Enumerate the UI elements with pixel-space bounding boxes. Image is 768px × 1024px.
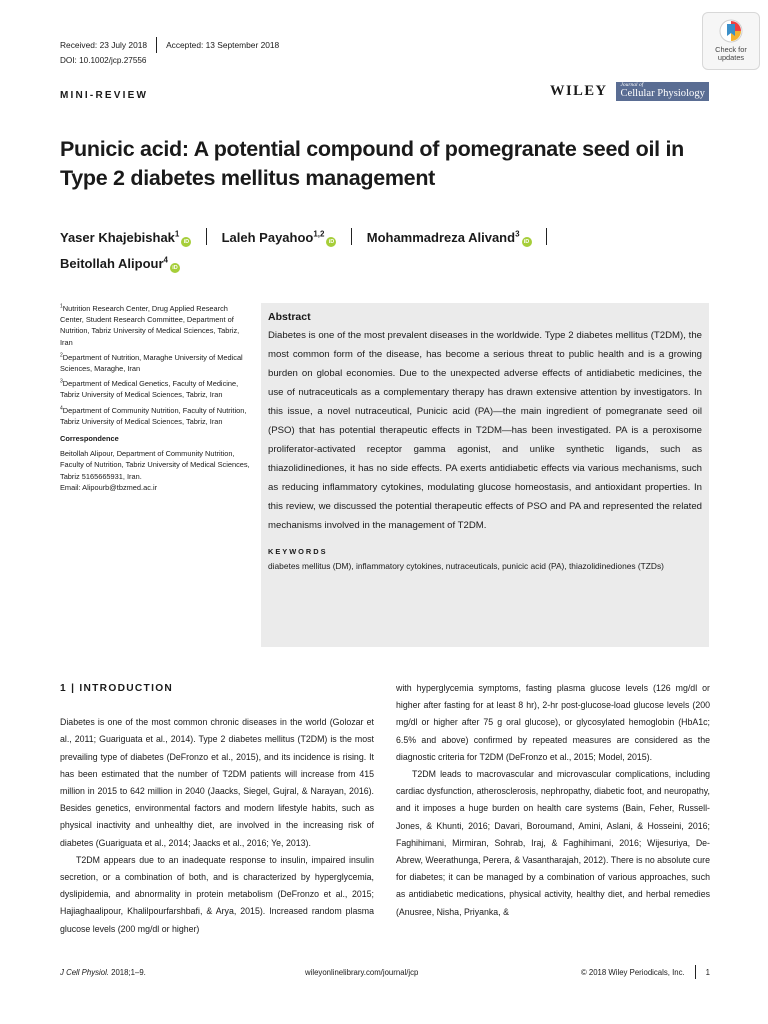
wiley-logo: WILEY (550, 83, 608, 100)
journal-logo: Journal of Cellular Physiology (616, 82, 708, 101)
body-paragraph: T2DM leads to macrovascular and microvascular complications, including cardiac dysfunction, atherosclerosis, nephropathy, diabetic foot, and neuropathy, and it imposes a huge burden on health care systems (Bain, Feher, Russell-Jones, & Khunti, 2016; Davari, Boroumand, Amini, Aslani, & Hosseini, 2016; Faghihimani, Mirmiran, Sohrab, Iraj, & Faghihimani, 2016; Wijesuriya, De-Abrew, Weerathunga, Perera, & Vasantharajah, 2012). There is no absolute cure for diabetes; it can be managed by a combination of various approaches, such as antidiabetic medications, physical activity, healthy diet, and herbal remedies (Anusree, Nisha, Priyanka, & (396, 769, 710, 917)
divider (695, 965, 696, 979)
author-list (60, 225, 700, 277)
keywords-text: diabetes mellitus (DM), inflammatory cytokines, nutraceuticals, punicic acid (PA), thiazolidinediones (TZDs) (268, 561, 664, 571)
abstract-heading: Abstract (268, 311, 311, 323)
copyright: © 2018 Wiley Periodicals, Inc. (580, 967, 685, 977)
section-heading: 1 | INTRODUCTION (60, 683, 174, 694)
check-for-updates-badge[interactable] (702, 12, 760, 70)
doi-link[interactable]: DOI: 10.1002/jcp.27556 (60, 56, 147, 65)
email-link[interactable]: Email: Alipourb@tbzmed.ac.ir (60, 482, 158, 492)
body-paragraph: T2DM appears due to an inadequate response to insulin, impaired insulin secretion, or a combination of both, and is characterized by hyperglycemia, dyslipidemia, and abnormality in protein metabolism (DeFronzo et al., 2015; Hajiaghaalipour, Khalilpourfarshbafi, & Arya, 2015). Increased random plasma glucose levels (200 mg/dl or higher) (60, 854, 374, 934)
orcid-icon[interactable]: iD (326, 237, 336, 247)
affiliations (60, 303, 250, 493)
author-name[interactable]: Beitollah Alipour$^4$ (60, 255, 168, 271)
body-column-left (60, 680, 374, 938)
divider (206, 228, 207, 245)
body-column-right (396, 680, 710, 921)
divider (351, 228, 352, 245)
body-paragraph: Diabetes is one of the most common chronic diseases in the world (Golozar et al., 2011; Guariguata et al., 2014). Type 2 diabetes mellitus (T2DM) is the most prevailing type of diabetes (DeFronzo et al., 2015), and its incidence is rising. It has been estimated that the number of T2DM patients will increase from 415 million in 2015 to 642 million in 2040 (Jaacks, Siegel, Gujral, & Narayan, 2016). Besides genetics, environmental factors and modern lifestyle habits, such as physical inactivity and unhealthy diet, are involved in the increasing risk of diabetes (Guariguata et al., 2014; Jaacks et al., 2016; Ye, 2013). (60, 717, 374, 848)
affiliation: $^2$Department of Nutrition, Maraghe University of Medical Sciences, Maraghe, Iran (60, 352, 243, 374)
article-dates (60, 37, 279, 53)
author-name[interactable]: Yaser Khajebishak$^1$ (60, 229, 180, 245)
publisher-logos (550, 82, 709, 101)
received-date: Received: 23 July 2018 (60, 40, 148, 50)
journal-citation: J Cell Physiol. 2018;1–9. (60, 967, 146, 977)
accepted-date: Accepted: 13 September 2018 (166, 40, 280, 50)
body-paragraph: with hyperglycemia symptoms, fasting plasma glucose levels (126 mg/dl or higher after fasting for at least 8 hr), 2-hr post-glucose-load glucose levels (200 mg/dl or higher after 75 g oral glucose), or glycosylated hemoglobin (HbA1c; 6.5% and above) confirmed by repeated measures are considered as the diagnostic criteria for T2DM (DeFronzo et al., 2015; Model, 2015). (396, 683, 710, 762)
orcid-icon[interactable]: iD (522, 237, 532, 247)
article-title: Punicic acid: A potential compound of pomegranate seed oil in Type 2 diabetes mellitus management (60, 137, 684, 190)
divider (546, 228, 547, 245)
affiliation: $^3$Department of Medical Genetics, Faculty of Medicine, Tabriz University of Medical Sciences, Tabriz, Iran (60, 378, 239, 400)
abstract-box (261, 303, 709, 647)
orcid-icon[interactable]: iD (181, 237, 191, 247)
keywords-heading: KEYWORDS (268, 547, 328, 556)
crossmark-icon (718, 18, 744, 44)
journal-url[interactable]: wileyonlinelibrary.com/journal/jcp (305, 967, 419, 977)
page-footer (60, 965, 710, 979)
divider (156, 37, 157, 53)
orcid-icon[interactable]: iD (170, 263, 180, 273)
author-name[interactable]: Mohammadreza Alivand$^3$ (366, 229, 520, 245)
badge-text: Check for updates (715, 45, 747, 62)
page-number: 1 (705, 967, 710, 977)
article-type: MINI-REVIEW (60, 90, 149, 101)
abstract-text: Diabetes is one of the most prevalent diseases in the worldwide. Type 2 diabetes mellitus (T2DM), the most common form of the disease, has become a serious threat to public health and is a growing burden on global economies. Due to the unexpected adverse effects of antidiabetic medicines, the use of nutraceuticals as a complementary therapy has drawn extensive attention by investigators. In this issue, a novel nutraceutical, Punicic acid (PA)—the main ingredient of pomegranate seed oil (PSO) that has potential therapeutic effects in T2DM—has been investigated. PA is a peroxisome proliferator-activated receptor gamma agonist, and unlike synthetic ligands, such as thiazolidinediones, it has no side effects. PA exerts antidiabetic effects via various mechanisms, such as reducing inflammatory cytokines, modulating glucose homeostasis, and antioxidant properties. In this review, we discussed the potential therapeutic effects of PSO and PA and represented the related mechanisms involved in the management of T2DM. (268, 330, 702, 531)
correspondence-text: Beitollah Alipour, Department of Community Nutrition, Faculty of Nutrition, Tabriz University of Medical Sciences, Tabriz 5165665931, Iran. Email: Alipourb@tbzmed.ac.ir (60, 449, 250, 492)
author-name[interactable]: Laleh Payahoo$^{1,2}$ (221, 229, 325, 245)
copyright-area (530, 965, 710, 979)
correspondence-heading: Correspondence (60, 434, 119, 444)
affiliation: $^1$Nutrition Research Center, Drug Applied Research Center, Student Research Committee, Department of Nutrition, Tabriz University of Medical Sciences, Tabriz, Iran (60, 303, 240, 347)
affiliation: $^4$Department of Community Nutrition, Faculty of Nutrition, Tabriz University of Medical Sciences, Tabriz, Iran (60, 405, 247, 426)
